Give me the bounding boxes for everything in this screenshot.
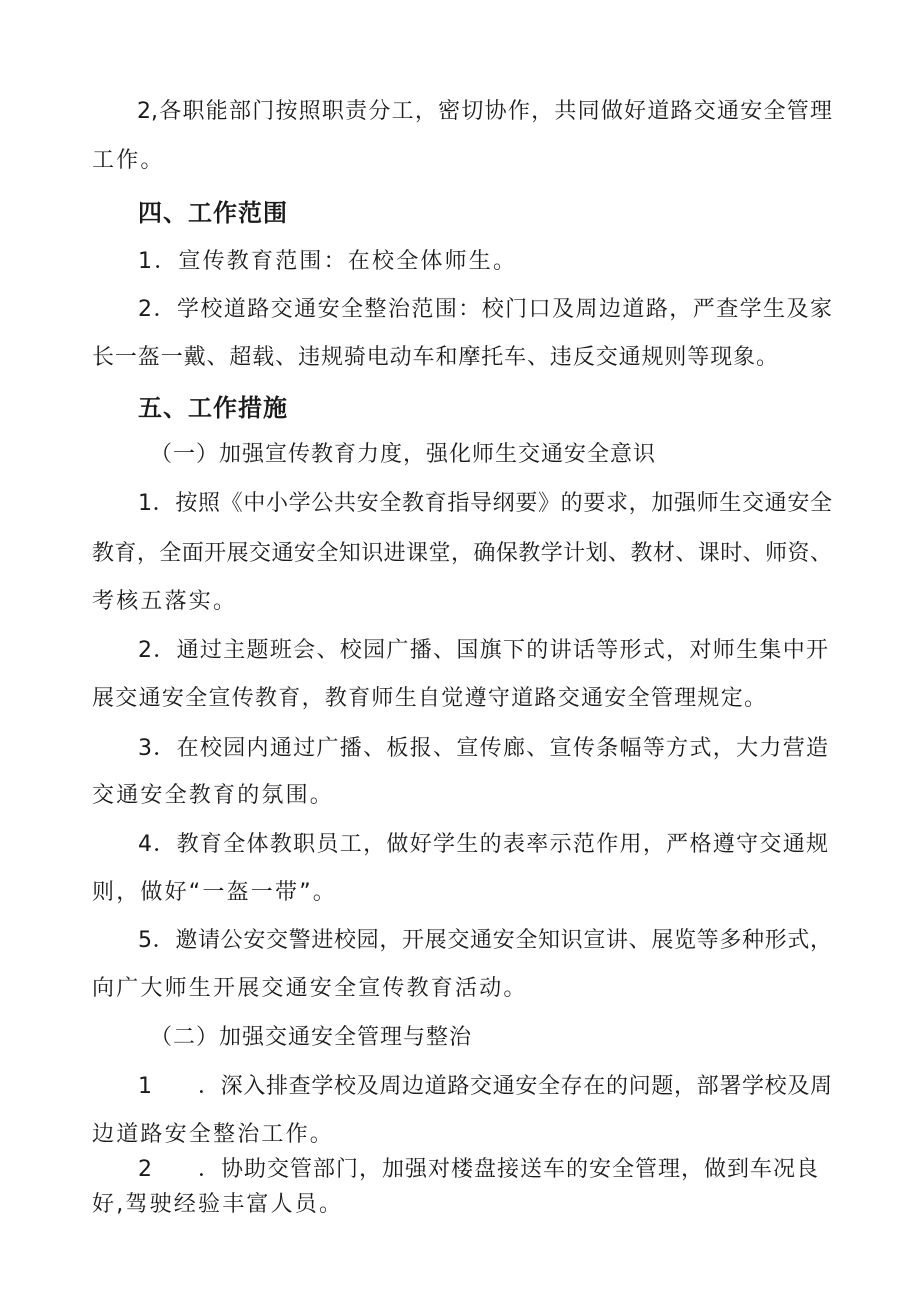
paragraph-line: 3．在校园内通过广播、板报、宣传廊、宣传条幅等方式，大力营造 [138, 736, 828, 761]
paragraph-line: 教育，全面开展交通安全知识进课堂，确保教学计划、教材、课时、师资、 [92, 541, 832, 566]
paragraph-line: 2．学校道路交通安全整治范围：校门口及周边道路，严查学生及家 [138, 297, 832, 322]
paragraph-line: 4．教育全体教职员工，做好学生的表率示范作用，严格遵守交通规 [138, 832, 828, 857]
section-heading-5: 五、工作措施 [138, 394, 288, 422]
paragraph-line: 交通安全教育的氛围。 [92, 783, 335, 808]
paragraph-number: 2 [138, 1157, 155, 1182]
paragraph-line: ．协助交管部门，加强对楼盘接送车的安全管理，做到车况良 [198, 1157, 818, 1182]
paragraph-line: 好,驾驶经验丰富人员。 [92, 1192, 344, 1217]
paragraph-line: 2,各职能部门按照职责分工，密切协作，共同做好道路交通安全管理 [137, 99, 832, 124]
paragraph-line: 向广大师生开展交通安全宣传教育活动。 [92, 976, 528, 1001]
paragraph-line: 边道路安全整治工作。 [92, 1122, 335, 1147]
subsection-heading-1: （一）加强宣传教育力度，强化师生交通安全意识 [150, 442, 657, 467]
section-heading-4: 四、工作范围 [138, 199, 288, 227]
paragraph-line: 工作。 [92, 148, 165, 173]
paragraph-line: ．深入排查学校及周边道路交通安全存在的问题，部署学校及周 [198, 1074, 832, 1099]
paragraph-line: 则，做好“一盔一带”。 [92, 880, 337, 905]
paragraph-line: 展交通安全宣传教育，教育师生自觉遵守道路交通安全管理规定。 [92, 686, 766, 711]
paragraph-line: 长一盔一戴、超载、违规骑电动车和摩托车、违反交通规则等现象。 [92, 345, 778, 370]
paragraph-line: 1．按照《中小学公共安全教育指导纲要》的要求，加强师生交通安全 [138, 491, 832, 516]
paragraph-line: 2．通过主题班会、校园广播、国旗下的讲话等形式，对师生集中开 [138, 638, 828, 663]
paragraph-line: 考核五落实。 [92, 589, 238, 614]
paragraph-line: 5．邀请公安交警进校园，开展交通安全知识宣讲、展览等多种形式， [138, 928, 832, 953]
paragraph-number: 1 [138, 1074, 155, 1099]
subsection-heading-2: （二）加强交通安全管理与整治 [150, 1025, 473, 1050]
paragraph-line: 1．宣传教育范围：在校全体师生。 [138, 249, 518, 274]
